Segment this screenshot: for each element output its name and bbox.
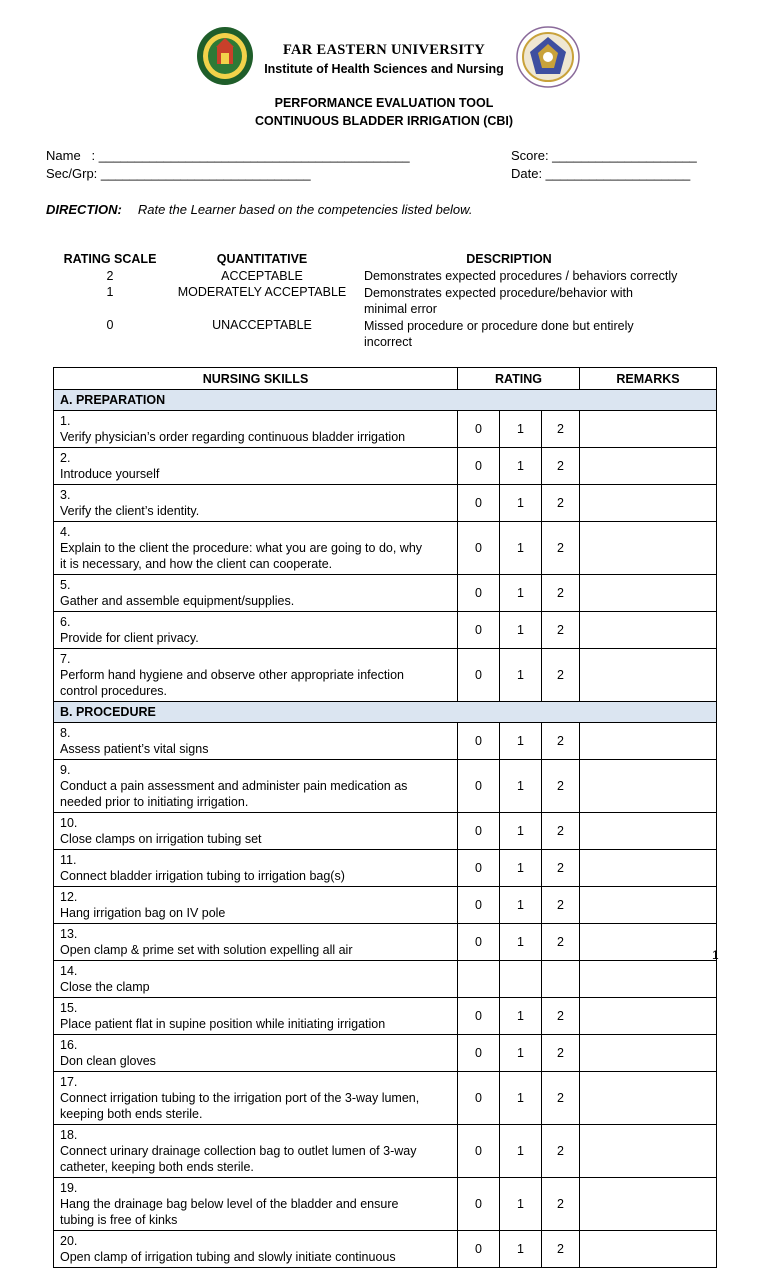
- skill-cell: [54, 760, 458, 813]
- skill-number: 15.: [60, 1001, 78, 1015]
- rating-option-2[interactable]: 2: [542, 723, 580, 760]
- rating-scale-header-scale: RATING SCALE: [63, 252, 157, 266]
- skill-text: Perform hand hygiene and observe other appropriate infection control procedures.: [60, 668, 404, 698]
- skill-number: 8.: [60, 726, 71, 740]
- rating-option-0[interactable]: 0: [458, 1072, 500, 1125]
- rating-quant: UNACCEPTABLE: [212, 318, 312, 332]
- skill-text: Place patient flat in supine position while initiating irrigation: [60, 1017, 386, 1031]
- rating-option-2[interactable]: 2: [542, 760, 580, 813]
- skill-number: 18.: [60, 1128, 78, 1142]
- ihsn-seal-logo: [516, 26, 580, 88]
- table-row: [54, 1125, 717, 1178]
- rating-option-1[interactable]: 1: [500, 612, 542, 649]
- skill-cell: [54, 850, 458, 887]
- skill-text: Introduce yourself: [60, 467, 160, 481]
- skill-cell: [54, 1072, 458, 1125]
- table-row: [54, 411, 717, 448]
- direction-text: Rate the Learner based on the competencies listed below.: [137, 202, 473, 217]
- sec-grp-field: Sec/Grp: _____________________________: [46, 166, 311, 181]
- rating-option-1[interactable]: 1: [500, 1125, 542, 1178]
- nursing-skills-table: [53, 367, 717, 1268]
- skill-cell: [54, 522, 458, 575]
- rating-option-0[interactable]: 0: [458, 813, 500, 850]
- name-field: Name : ___________________________________________: [46, 148, 410, 163]
- skill-text: Connect bladder irrigation tubing to irrigation bag(s): [60, 869, 345, 883]
- table-row: [54, 448, 717, 485]
- rating-option-0[interactable]: 0: [458, 723, 500, 760]
- skill-cell: [54, 723, 458, 760]
- skill-number: 5.: [60, 578, 71, 592]
- skill-cell: [54, 1178, 458, 1231]
- skill-text: Gather and assemble equipment/supplies.: [60, 594, 295, 608]
- skill-number: 20.: [60, 1234, 78, 1248]
- remarks-cell[interactable]: [580, 961, 717, 998]
- rating-option-2[interactable]: 2: [542, 813, 580, 850]
- remarks-cell[interactable]: [580, 485, 717, 522]
- rating-scale-header-quant: QUANTITATIVE: [216, 252, 308, 266]
- section-row: [54, 702, 717, 723]
- remarks-cell[interactable]: [580, 760, 717, 813]
- rating-option-1[interactable]: 1: [500, 924, 542, 961]
- table-row: [54, 813, 717, 850]
- table-row: [54, 1231, 717, 1268]
- skill-text: Hang irrigation bag on IV pole: [60, 906, 226, 920]
- table-row: [54, 723, 717, 760]
- rating-option-2[interactable]: 2: [542, 1125, 580, 1178]
- header-nursing-skills: NURSING SKILLS: [54, 368, 458, 390]
- rating-scale: [52, 252, 732, 351]
- rating-option-0[interactable]: 0: [458, 1178, 500, 1231]
- skill-cell: [54, 485, 458, 522]
- rating-option-2[interactable]: 2: [542, 1072, 580, 1125]
- rating-option-0[interactable]: 0: [458, 998, 500, 1035]
- section-title: B. PROCEDURE: [54, 702, 717, 723]
- direction-label: DIRECTION:: [46, 202, 122, 217]
- remarks-cell[interactable]: [580, 522, 717, 575]
- skill-cell: [54, 1231, 458, 1268]
- skill-number: 9.: [60, 763, 71, 777]
- remarks-cell[interactable]: [580, 850, 717, 887]
- rating-option-1[interactable]: 1: [500, 522, 542, 575]
- document-title: PERFORMANCE EVALUATION TOOL: [274, 96, 494, 110]
- rating-option-0[interactable]: 0: [458, 1125, 500, 1178]
- rating-option-1[interactable]: 1: [500, 1072, 542, 1125]
- table-row: [54, 522, 717, 575]
- institute-name: Institute of Health Sciences and Nursing: [264, 62, 504, 76]
- rating-option-1[interactable]: 1: [500, 411, 542, 448]
- rating-quant: ACCEPTABLE: [221, 269, 303, 283]
- rating-option-0[interactable]: 0: [458, 649, 500, 702]
- rating-option-0[interactable]: 0: [458, 575, 500, 612]
- rating-option-1[interactable]: 1: [500, 850, 542, 887]
- remarks-cell[interactable]: [580, 1178, 717, 1231]
- rating-option-1[interactable]: 1: [500, 760, 542, 813]
- rating-option-2[interactable]: 2: [542, 1178, 580, 1231]
- rating-option-2[interactable]: 2: [542, 411, 580, 448]
- rating-value: 1: [106, 285, 114, 299]
- remarks-cell[interactable]: [580, 612, 717, 649]
- rating-option-0[interactable]: 0: [458, 522, 500, 575]
- skill-text: Provide for client privacy.: [60, 631, 199, 645]
- skill-cell: [54, 411, 458, 448]
- skill-text: Hang the drainage bag below level of the bladder and ensure tubing is free of kinks: [60, 1197, 399, 1227]
- skill-number: 19.: [60, 1181, 78, 1195]
- letterhead: [0, 26, 768, 92]
- table-row: [54, 612, 717, 649]
- rating-option-2[interactable]: 2: [542, 1231, 580, 1268]
- skill-text: Close clamps on irrigation tubing set: [60, 832, 262, 846]
- table-row: [54, 998, 717, 1035]
- page-number: 1: [712, 948, 719, 962]
- rating-option-2[interactable]: 2: [542, 522, 580, 575]
- rating-option-1[interactable]: 1: [500, 1231, 542, 1268]
- rating-desc: Demonstrates expected procedure/behavior with minimal error: [364, 286, 633, 316]
- skill-cell: [54, 1035, 458, 1072]
- skill-number: 4.: [60, 525, 71, 539]
- rating-option-0[interactable]: 0: [458, 850, 500, 887]
- skill-number: 3.: [60, 488, 71, 502]
- skill-number: 11.: [60, 853, 77, 867]
- skill-number: 17.: [60, 1075, 78, 1089]
- rating-option-1[interactable]: 1: [500, 448, 542, 485]
- skill-text: Close the clamp: [60, 980, 150, 994]
- skill-text: Verify physician’s order regarding continuous bladder irrigation: [60, 430, 406, 444]
- skill-number: 16.: [60, 1038, 78, 1052]
- date-field: Date: ____________________: [511, 166, 691, 181]
- skill-number: 12.: [60, 890, 78, 904]
- skill-number: 6.: [60, 615, 71, 629]
- rating-scale-header-desc: DESCRIPTION: [466, 252, 552, 266]
- rating-option-1[interactable]: [500, 961, 542, 998]
- table-row: [54, 1035, 717, 1072]
- rating-option-0[interactable]: [458, 961, 500, 998]
- rating-option-0[interactable]: 0: [458, 448, 500, 485]
- remarks-cell[interactable]: [580, 448, 717, 485]
- remarks-cell[interactable]: [580, 887, 717, 924]
- table-row: [54, 649, 717, 702]
- rating-option-1[interactable]: 1: [500, 575, 542, 612]
- skill-text: Open clamp of irrigation tubing and slowly initiate continuous: [60, 1250, 396, 1264]
- table-row: [54, 850, 717, 887]
- skill-number: 2.: [60, 451, 71, 465]
- rating-option-2[interactable]: 2: [542, 575, 580, 612]
- feu-seal-logo: [196, 26, 254, 86]
- skill-text: Verify the client’s identity.: [60, 504, 200, 518]
- rating-option-0[interactable]: 0: [458, 411, 500, 448]
- remarks-cell[interactable]: [580, 924, 717, 961]
- skill-cell: [54, 924, 458, 961]
- rating-value: 0: [106, 318, 114, 332]
- rating-desc: Demonstrates expected procedures / behaviors correctly: [364, 269, 678, 283]
- skill-number: 10.: [60, 816, 78, 830]
- rating-option-1[interactable]: 1: [500, 998, 542, 1035]
- table-row: [54, 760, 717, 813]
- rating-quant: MODERATELY ACCEPTABLE: [177, 285, 347, 299]
- skill-text: Conduct a pain assessment and administer pain medication as needed prior to initiating irrigation.: [60, 779, 408, 809]
- score-field: Score: ____________________: [511, 148, 697, 163]
- skill-cell: [54, 612, 458, 649]
- rating-option-2[interactable]: 2: [542, 448, 580, 485]
- skill-text: Explain to the client the procedure: what you are going to do, why it is necessary, and how the client can cooperate.: [60, 541, 423, 571]
- skill-cell: [54, 448, 458, 485]
- rating-option-0[interactable]: 0: [458, 485, 500, 522]
- rating-option-1[interactable]: 1: [500, 723, 542, 760]
- rating-option-1[interactable]: 1: [500, 1178, 542, 1231]
- rating-option-2[interactable]: 2: [542, 887, 580, 924]
- skill-text: Connect urinary drainage collection bag to outlet lumen of 3-way catheter, keeping both ends sterile.: [60, 1144, 417, 1174]
- table-header-row: [54, 368, 717, 390]
- skill-text: Connect irrigation tubing to the irrigation port of the 3-way lumen, keeping both ends sterile.: [60, 1091, 420, 1121]
- rating-option-0[interactable]: 0: [458, 760, 500, 813]
- rating-option-2[interactable]: 2: [542, 485, 580, 522]
- skill-cell: [54, 998, 458, 1035]
- rating-option-0[interactable]: 0: [458, 887, 500, 924]
- table-row: [54, 924, 717, 961]
- table-row: [54, 485, 717, 522]
- rating-option-1[interactable]: 1: [500, 1035, 542, 1072]
- rating-option-2[interactable]: 2: [542, 1035, 580, 1072]
- skill-text: Don clean gloves: [60, 1054, 156, 1068]
- section-title: A. PREPARATION: [54, 390, 717, 411]
- table-row: [54, 887, 717, 924]
- skill-text: Open clamp & prime set with solution expelling all air: [60, 943, 353, 957]
- header-rating: RATING: [458, 368, 580, 390]
- skill-number: 7.: [60, 652, 71, 666]
- header-remarks: REMARKS: [580, 368, 717, 390]
- skill-number: 14.: [60, 964, 78, 978]
- skill-cell: [54, 575, 458, 612]
- skill-cell: [54, 961, 458, 998]
- remarks-cell[interactable]: [580, 998, 717, 1035]
- section-row: [54, 390, 717, 411]
- skill-cell: [54, 887, 458, 924]
- skill-text: Assess patient’s vital signs: [60, 742, 209, 756]
- remarks-cell[interactable]: [580, 649, 717, 702]
- skill-cell: [54, 649, 458, 702]
- rating-option-2[interactable]: 2: [542, 998, 580, 1035]
- rating-desc: Missed procedure or procedure done but entirely incorrect: [364, 319, 634, 349]
- rating-option-1[interactable]: 1: [500, 485, 542, 522]
- document-subtitle: CONTINUOUS BLADDER IRRIGATION (CBI): [254, 114, 514, 128]
- remarks-cell[interactable]: [580, 1072, 717, 1125]
- remarks-cell[interactable]: [580, 1125, 717, 1178]
- table-row: [54, 961, 717, 998]
- rating-scale-row: [52, 318, 732, 351]
- direction: [46, 202, 472, 217]
- skill-cell: [54, 1125, 458, 1178]
- skill-cell: [54, 813, 458, 850]
- remarks-cell[interactable]: [580, 813, 717, 850]
- table-row: [54, 1178, 717, 1231]
- rating-option-0[interactable]: 0: [458, 924, 500, 961]
- table-row: [54, 575, 717, 612]
- skill-number: 13.: [60, 927, 78, 941]
- rating-option-1[interactable]: 1: [500, 887, 542, 924]
- rating-option-0[interactable]: 0: [458, 612, 500, 649]
- remarks-cell[interactable]: [580, 575, 717, 612]
- rating-scale-row: [52, 269, 732, 285]
- remarks-cell[interactable]: [580, 1231, 717, 1268]
- rating-option-1[interactable]: 1: [500, 813, 542, 850]
- rating-option-1[interactable]: 1: [500, 649, 542, 702]
- rating-option-2[interactable]: 2: [542, 850, 580, 887]
- remarks-cell[interactable]: [580, 411, 717, 448]
- skill-number: 1.: [60, 414, 71, 428]
- rating-value: 2: [106, 269, 114, 283]
- university-name: FAR EASTERN UNIVERSITY: [282, 42, 486, 58]
- rating-option-0[interactable]: 0: [458, 1231, 500, 1268]
- rating-scale-row: [52, 285, 732, 318]
- rating-option-2[interactable]: 2: [542, 649, 580, 702]
- rating-option-2[interactable]: [542, 961, 580, 998]
- rating-scale-header: [52, 252, 732, 269]
- rating-option-2[interactable]: 2: [542, 612, 580, 649]
- rating-option-0[interactable]: 0: [458, 1035, 500, 1072]
- table-row: [54, 1072, 717, 1125]
- remarks-cell[interactable]: [580, 723, 717, 760]
- rating-option-2[interactable]: 2: [542, 924, 580, 961]
- remarks-cell[interactable]: [580, 1035, 717, 1072]
